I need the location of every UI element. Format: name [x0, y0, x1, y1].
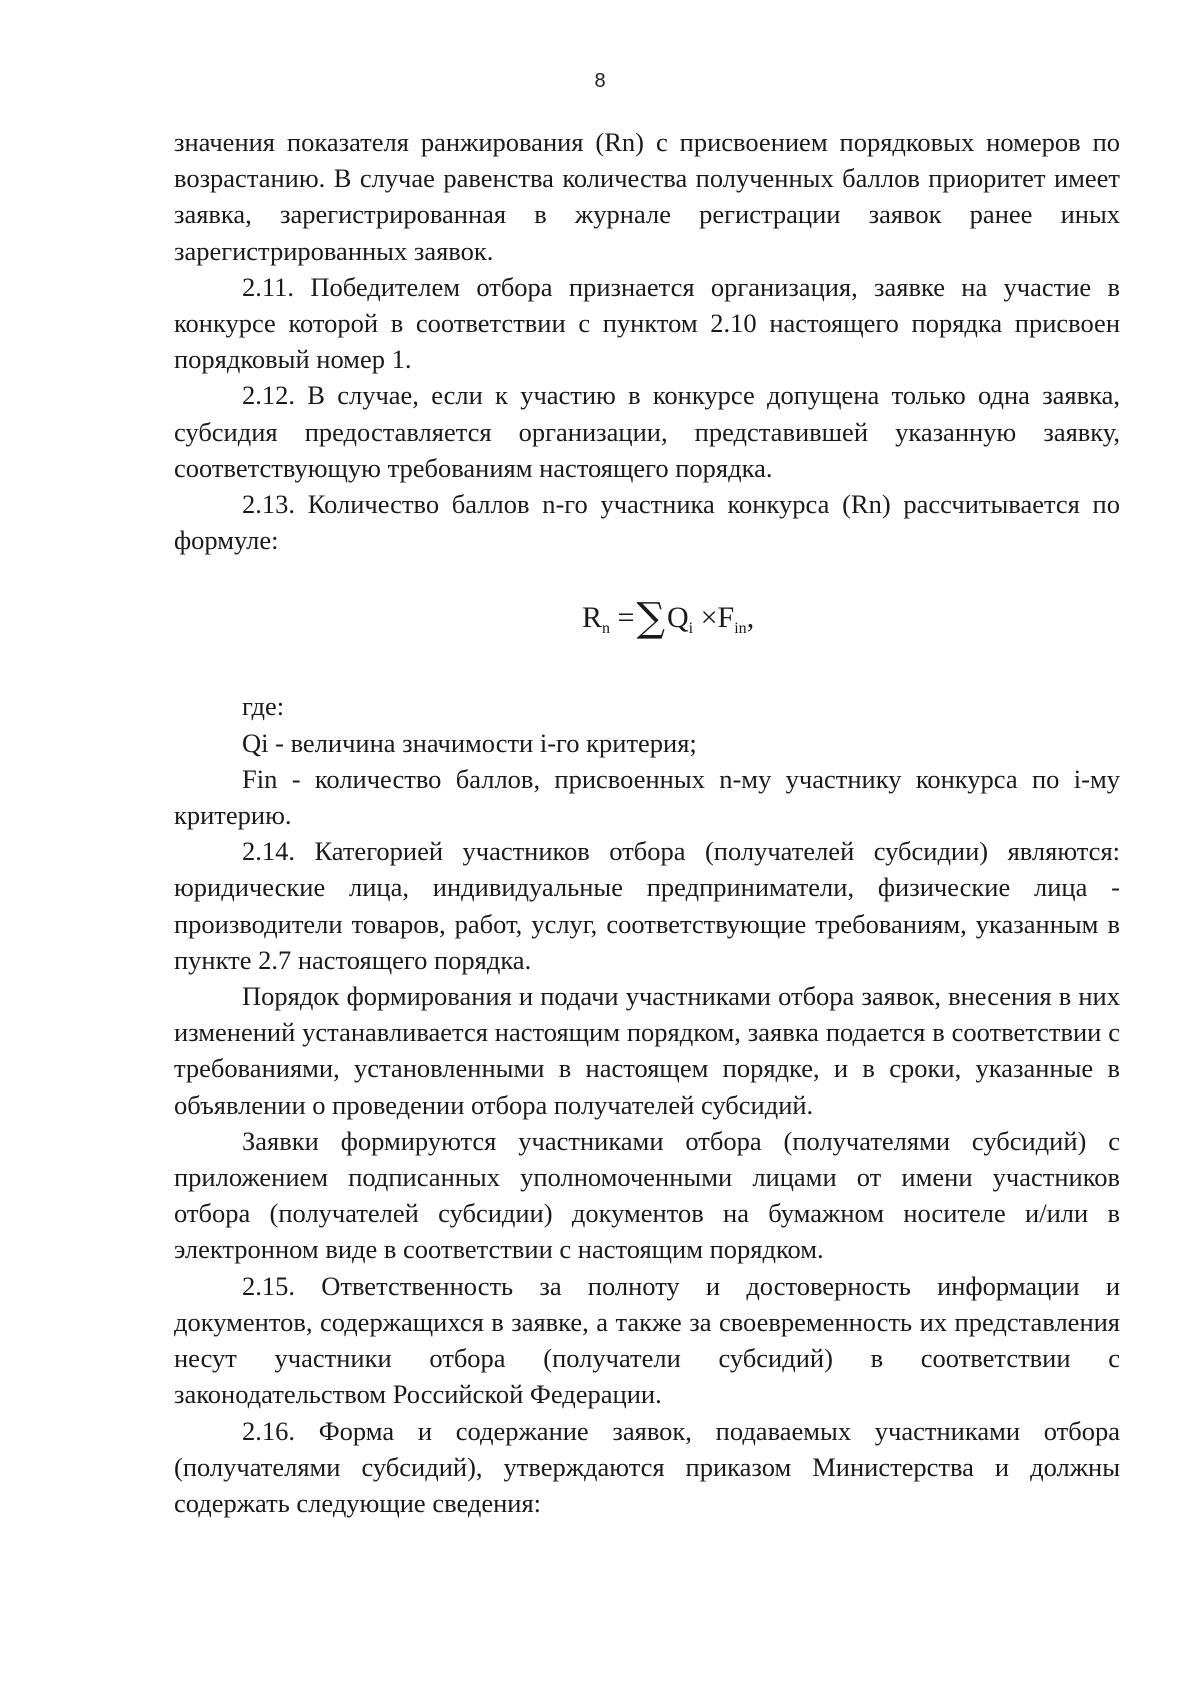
paragraph-2-12: 2.12. В случае, если к участию в конкурсе допущена только одна заявка, субсидия предоставляется организации, представившей указанную заявку, соответствующую требованиям настоящего порядка.: [174, 380, 1120, 483]
formula-equals: =: [617, 601, 635, 635]
paragraph-continuation: значения показателя ранжирования (Rn) с присвоением порядковых номеров по возрастанию. В случае равенства количества полученных баллов приоритет имеет заявка, зарегистрированная в журнале регистрации заявок ранее иных зарегистрированных заявок.: [174, 127, 1120, 266]
formula-q: Q: [667, 601, 689, 635]
paragraph-2-11: 2.11. Победителем отбора признается организация, заявке на участие в конкурсе которой в соответствии с пунктом 2.10 настоящего порядка присвоен порядковый номер 1.: [174, 271, 1120, 375]
definition-qi: Qi - величина значимости i-го критерия;: [242, 727, 697, 758]
formula-times: ×: [700, 601, 718, 635]
formula-f: F: [717, 601, 735, 635]
formula-f-sub: in: [734, 620, 747, 638]
where-label: где:: [242, 691, 285, 722]
formula-block: [174, 558, 1120, 688]
page-number: 8: [594, 70, 606, 92]
ranking-formula: [582, 595, 755, 647]
paragraph-2-15: 2.15. Ответственность за полноту и достоверность информации и документов, содержащихся в заявке, а также за своевременность их представления несут участники отбора (получатели субсидий) в соответствии с законодательством Российской Федерации.: [174, 1270, 1120, 1410]
document-body: [174, 124, 1120, 1521]
formula-lhs-sub: n: [602, 620, 611, 638]
paragraph-2-14: 2.14. Категорией участников отбора (получателей субсидии) являются: юридические лица, индивидуальные предприниматели, физические лица - производители товаров, работ, услуг, соответствующие требованиям, указанным в пункте 2.7 настоящего порядка.: [174, 836, 1120, 975]
formula-end: ,: [746, 601, 755, 635]
definition-fin: Fin - количество баллов, присвоенных n-му участнику конкурса по i-му критерию.: [174, 763, 1120, 831]
formula-lhs: R: [582, 601, 603, 635]
paragraph-2-16: 2.16. Форма и содержание заявок, подаваемых участниками отбора (получателями субсидий), утверждаются приказом Министерства и должны содержать следующие сведения:: [174, 1415, 1120, 1518]
paragraph-applications-formed: Заявки формируются участниками отбора (получателями субсидий) с приложением подписанных уполномоченными лицами от имени участников отбора (получателей субсидии) документов на бумажном носителе и/или в электронном виде в соответствии с настоящим порядком.: [174, 1125, 1120, 1265]
formula-q-sub: i: [688, 620, 694, 638]
paragraph-2-13: 2.13. Количество баллов n-го участника конкурса (Rn) рассчитывается по формуле:: [174, 489, 1120, 556]
sum-symbol: ∑: [636, 595, 665, 642]
paragraph-submission-order: Порядок формирования и подачи участниками отбора заявок, внесения в них изменений устанавливается настоящим порядком, заявка подается в соответствии с требованиями, установленными в настоящем порядке, и в сроки, указанные в объявлении о проведении отбора получателей субсидий.: [174, 981, 1120, 1120]
